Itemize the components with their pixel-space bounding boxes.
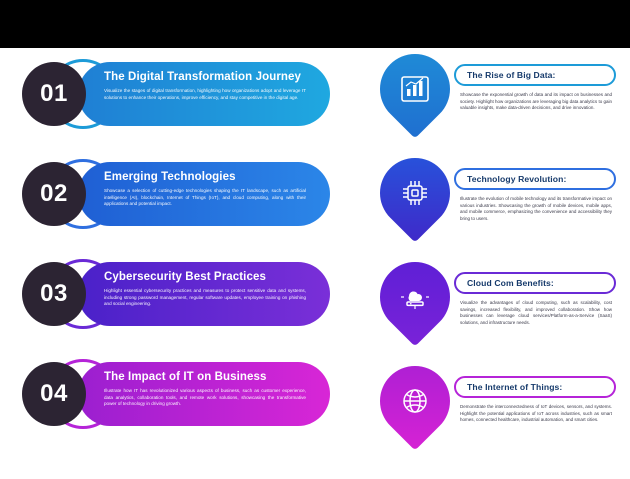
left-column <box>22 56 342 476</box>
step-number-badge <box>22 162 86 226</box>
list-item[interactable] <box>22 156 340 234</box>
list-item[interactable] <box>372 54 618 154</box>
cpu-chip-icon <box>380 160 450 226</box>
section-title-chip[interactable] <box>454 168 616 190</box>
section-body: Showcase the exponential growth of data and its impact on businesses and society. Highlight how organizations are leveraging big data analytics to gain valuable insights, make data-driven decisions, and drive innovation. <box>460 92 612 111</box>
step-number-badge <box>22 362 86 426</box>
step-number-badge <box>22 262 86 326</box>
pill-body: Showcase a selection of cutting-edge technologies shaping the IT landscape, such as artificial intelligence (AI), blockchain, Internet of Things (IoT), and cloud computing, along with their applications and potential impact. <box>104 188 306 207</box>
step-number-badge <box>22 62 86 126</box>
map-pin-marker <box>380 262 450 348</box>
section-body: Demonstrate the interconnectedness of IoT devices, sensors, and systems. Highlight the potential applications of IoT across industries, such as smart homes, connected healthcare, industrial automation, and smart cities. <box>460 404 612 423</box>
map-pin-marker <box>380 158 450 244</box>
pill-title: Cybersecurity Best Practices <box>104 271 266 283</box>
list-item[interactable] <box>372 366 618 466</box>
step-number: 03 <box>40 280 68 307</box>
list-item[interactable] <box>22 356 340 434</box>
section-title: The Rise of Big Data: <box>467 70 556 80</box>
map-pin-marker <box>380 366 450 452</box>
map-pin-marker <box>380 54 450 140</box>
infographic-canvas <box>0 48 630 479</box>
step-number: 04 <box>40 380 68 407</box>
list-item[interactable] <box>372 262 618 362</box>
right-column <box>372 54 618 479</box>
section-body: Visualize the advantages of cloud computing, such as scalability, cost savings, increased flexibility, and improved collaboration. Show how businesses can leverage cloud services/Platform-as-a-Service (SaaS) solutions, and infrastructure needs. <box>460 300 612 325</box>
section-body: Illustrate the evolution of mobile technology and its transformative impact on various industries. Showcasing the growth of mobile devices, mobile apps, and mobile commerce, emphasizing the convenience and accessibility they bring to users. <box>460 196 612 221</box>
list-item[interactable] <box>22 256 340 334</box>
pill-body: Highlight essential cybersecurity practices and measures to protect sensitive data and systems, including strong password management, regular software updates, employee training on phishing and social engineering. <box>104 288 306 307</box>
list-item[interactable] <box>372 158 618 258</box>
section-title: Technology Revolution: <box>467 174 567 184</box>
pill-title: The Digital Transformation Journey <box>104 71 302 83</box>
section-title: Cloud Com Benefits: <box>467 278 554 288</box>
section-title-chip[interactable] <box>454 272 616 294</box>
content-pill[interactable] <box>78 62 330 126</box>
section-title-chip[interactable] <box>454 376 616 398</box>
section-title-chip[interactable] <box>454 64 616 86</box>
step-number: 01 <box>40 80 68 107</box>
bar-chart-icon <box>380 56 450 122</box>
pill-body: Illustrate how IT has revolutionized various aspects of business, such as customer experience, data analytics, collaboration tools, and remote work solutions, showcasing the transformative power of technology in driving growth. <box>104 388 306 407</box>
section-title: The Internet of Things: <box>467 382 563 392</box>
pill-title: Emerging Technologies <box>104 171 236 183</box>
step-number: 02 <box>40 180 68 207</box>
globe-network-icon <box>380 368 450 434</box>
cloud-server-icon <box>380 264 450 330</box>
pill-title: The Impact of IT on Business <box>104 371 267 383</box>
pill-body: Visualize the stages of digital transformation, highlighting how organizations adopt and leverage IT solutions to enhance their operations, improve efficiency, and stay competitive in the digital age. <box>104 88 306 100</box>
content-pill[interactable] <box>78 362 330 426</box>
content-pill[interactable] <box>78 162 330 226</box>
content-pill[interactable] <box>78 262 330 326</box>
list-item[interactable] <box>22 56 340 134</box>
